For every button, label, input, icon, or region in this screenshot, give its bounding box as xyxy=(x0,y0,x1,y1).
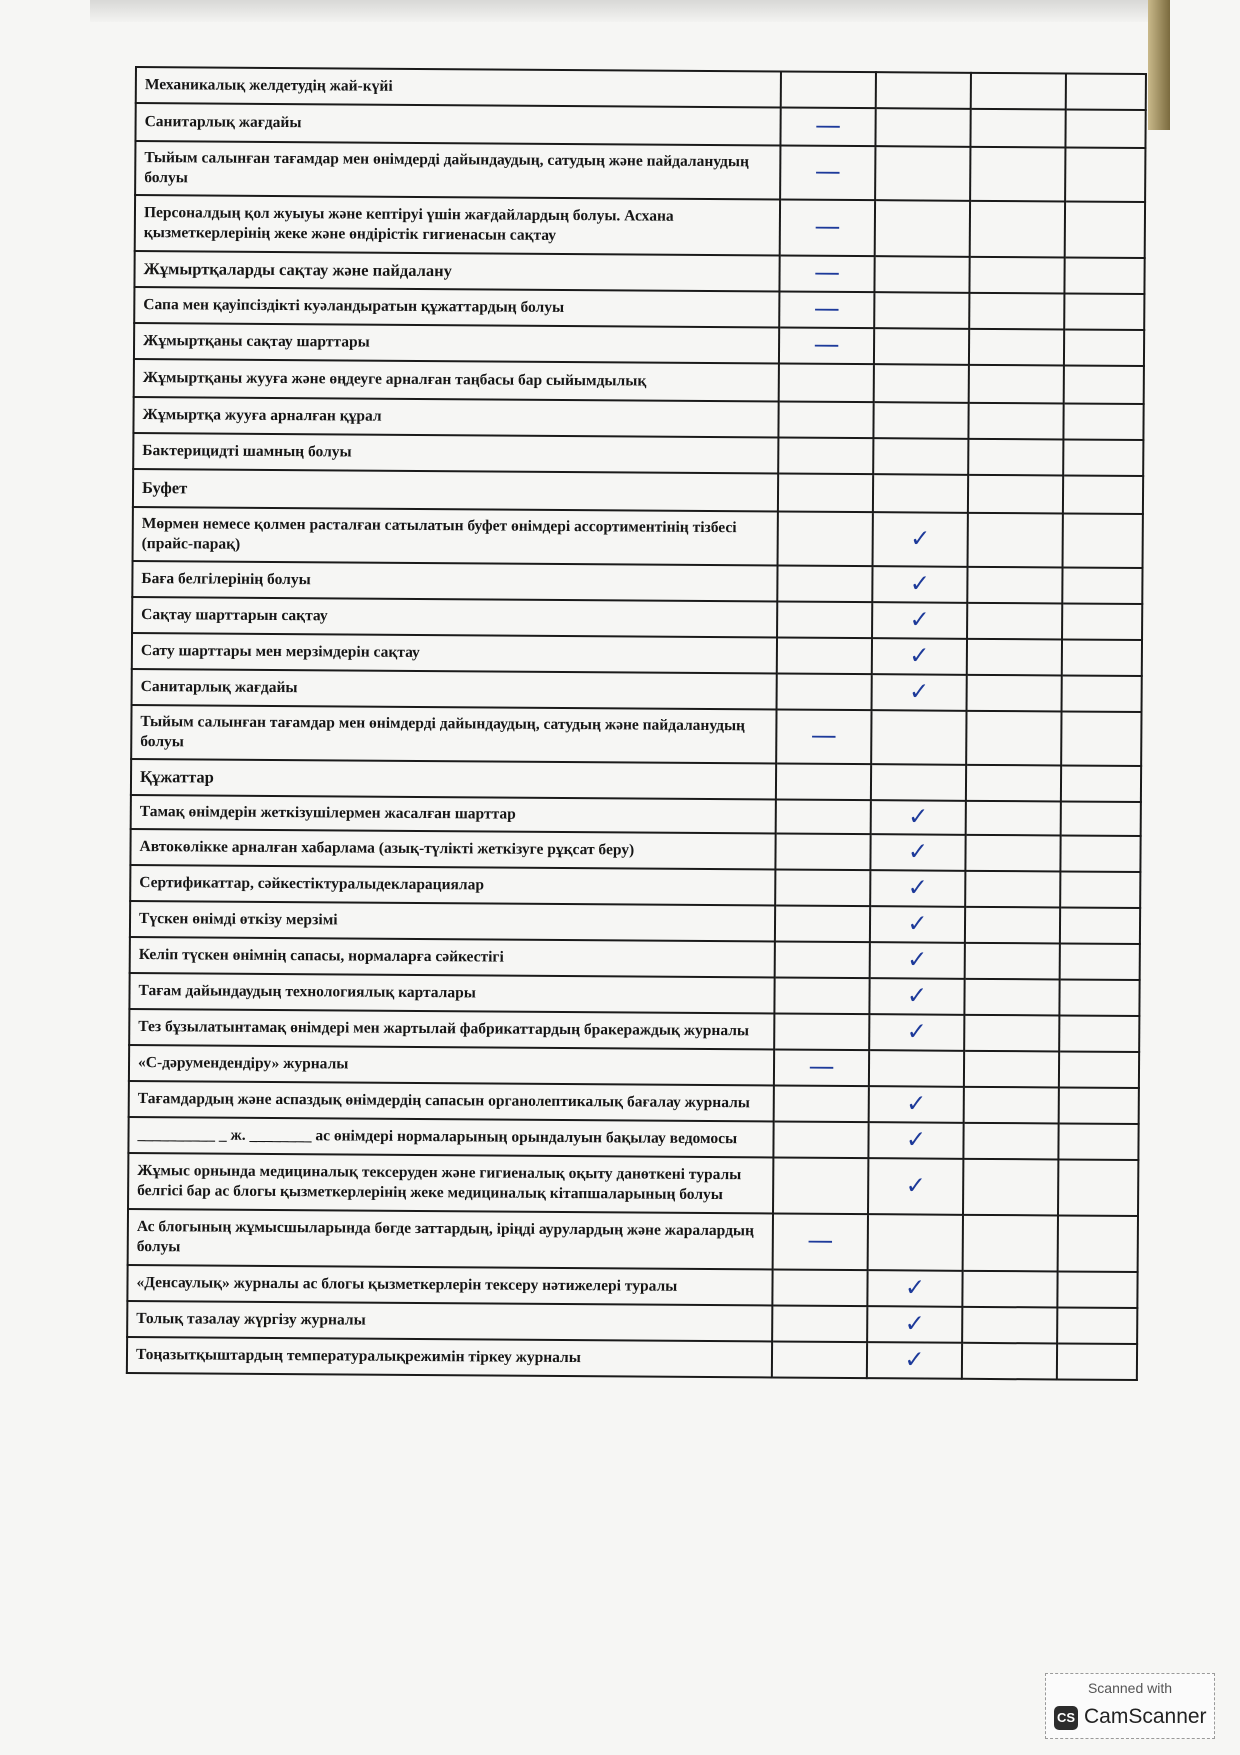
empty-cell xyxy=(1065,109,1145,148)
empty-cell xyxy=(772,1305,867,1342)
empty-cell xyxy=(1063,439,1143,476)
criterion-text: Тамақ өнімдерін жеткізушілермен жасалған шарттар xyxy=(131,795,776,834)
dash-mark-icon: — xyxy=(779,292,874,329)
criterion-text: Сапа мен қауіпсіздікті куәландыратын құжаттардың болуы xyxy=(134,287,779,328)
empty-cell xyxy=(772,1269,867,1306)
empty-cell xyxy=(1058,1159,1138,1216)
empty-cell xyxy=(1060,943,1140,980)
criterion-text: Толық тазалау жүргізу журналы xyxy=(127,1301,772,1342)
empty-cell xyxy=(965,943,1060,980)
section-title: Буфет xyxy=(133,469,778,512)
empty-cell xyxy=(1060,871,1140,908)
checkmark-icon: ✓ xyxy=(869,1086,964,1123)
inspection-checklist-table xyxy=(126,66,1147,1381)
empty-cell xyxy=(1059,1051,1139,1088)
checklist-body xyxy=(127,67,1146,1380)
empty-cell xyxy=(964,979,1059,1016)
empty-cell xyxy=(963,1159,1058,1216)
empty-cell xyxy=(967,639,1062,676)
criterion-text: Мөрмен немесе қолмен расталған сатылатын буфет өнімдері ассортиментінің тізбесі (прайс-парақ) xyxy=(133,507,778,566)
criterion-text: Баға белгілерінің болуы xyxy=(132,561,777,602)
empty-cell xyxy=(1064,365,1144,404)
criterion-text: Тоңазытқыштардың температуралықрежимін тіркеу журналы xyxy=(127,1337,772,1378)
checklist-row xyxy=(127,1337,1137,1380)
checkmark-icon: ✓ xyxy=(870,942,965,979)
empty-cell xyxy=(1064,257,1144,294)
empty-cell xyxy=(962,1343,1057,1380)
empty-cell xyxy=(965,907,1060,944)
checkmark-icon: ✓ xyxy=(869,978,964,1015)
empty-cell xyxy=(778,402,873,439)
empty-cell xyxy=(1066,73,1146,110)
empty-cell xyxy=(868,1214,963,1271)
empty-cell xyxy=(1060,835,1140,872)
empty-cell xyxy=(965,835,1060,872)
empty-cell xyxy=(965,871,1060,908)
dash-mark-icon: — xyxy=(779,328,874,365)
empty-cell xyxy=(970,109,1065,148)
empty-cell xyxy=(773,1157,868,1214)
criterion-text: Санитарлық жағдайы xyxy=(135,103,780,146)
empty-cell xyxy=(1063,513,1143,568)
empty-cell xyxy=(1062,639,1142,676)
empty-cell xyxy=(966,765,1061,802)
empty-cell xyxy=(1062,675,1142,712)
empty-cell xyxy=(873,438,968,475)
empty-cell xyxy=(967,603,1062,640)
empty-cell xyxy=(876,72,971,109)
checkmark-icon: ✓ xyxy=(870,834,965,871)
empty-cell xyxy=(1064,329,1144,366)
empty-cell xyxy=(963,1215,1058,1272)
criterion-text: Түскен өнімді өткізу мерзімі xyxy=(130,901,775,942)
empty-cell xyxy=(776,763,871,800)
empty-cell xyxy=(874,364,969,403)
empty-cell xyxy=(873,474,968,513)
scan-top-shadow xyxy=(90,0,1150,22)
section-title: Жұмыртқаларды сақтау және пайдалану xyxy=(134,251,779,292)
empty-cell xyxy=(777,565,872,602)
empty-cell xyxy=(1063,403,1143,440)
empty-cell xyxy=(970,201,1065,258)
empty-cell xyxy=(1065,147,1145,202)
empty-cell xyxy=(964,1015,1059,1052)
empty-cell xyxy=(962,1271,1057,1308)
empty-cell xyxy=(969,293,1064,330)
empty-cell xyxy=(963,1123,1058,1160)
checkmark-icon: ✓ xyxy=(867,1306,962,1343)
empty-cell xyxy=(777,637,872,674)
empty-cell xyxy=(1059,1015,1139,1052)
empty-cell xyxy=(969,257,1064,294)
empty-cell xyxy=(772,1341,867,1378)
criterion-text: «Денсаулық» журналы ас блогы қызметкерлерін тексеру нәтижелері туралы xyxy=(127,1265,772,1306)
dash-mark-icon: — xyxy=(773,1213,868,1270)
checkmark-icon: ✓ xyxy=(872,674,967,711)
empty-cell xyxy=(967,675,1062,712)
empty-cell xyxy=(1058,1123,1138,1160)
empty-cell xyxy=(871,710,966,765)
empty-cell xyxy=(781,72,876,109)
checkmark-icon: ✓ xyxy=(868,1122,963,1159)
criterion-text: Тағамдардың және аспаздық өнімдердің сапасын органолептикалық бағалау журналы xyxy=(129,1081,774,1122)
empty-cell xyxy=(1057,1271,1137,1308)
dash-mark-icon: — xyxy=(779,256,874,293)
empty-cell xyxy=(969,365,1064,404)
badge-brand-name: CamScanner xyxy=(1084,1705,1207,1728)
empty-cell xyxy=(1060,907,1140,944)
criterion-text: Жұмыртқаны жууға және өңдеуге арналған таңбасы бар сыйымдылық xyxy=(134,359,779,402)
empty-cell xyxy=(1057,1307,1137,1344)
camscanner-badge xyxy=(1045,1673,1215,1739)
dash-mark-icon: — xyxy=(780,108,875,147)
criterion-text: Тыйым салынған тағамдар мен өнімдерді дайындаудың, сатудың және пайдаланудың болуы xyxy=(131,705,776,764)
criterion-text: Жұмыс орнында медициналық тексеруден және гигиеналық оқыту данөткені туралы белгісі бар ас блогы қызметкерлерінің жеке медициналық кітапшаларының болуы xyxy=(128,1153,773,1214)
criterion-text: Сату шарттары мен мерзімдерін сақтау xyxy=(132,633,777,674)
empty-cell xyxy=(778,474,873,513)
empty-cell xyxy=(874,256,969,293)
empty-cell xyxy=(1063,475,1143,514)
criterion-text: Бактерицидті шамның болуы xyxy=(133,433,778,474)
empty-cell xyxy=(966,711,1061,766)
empty-cell xyxy=(773,1121,868,1158)
checkmark-icon: ✓ xyxy=(867,1342,962,1379)
empty-cell xyxy=(968,513,1063,568)
checkmark-icon: ✓ xyxy=(868,1158,963,1215)
empty-cell xyxy=(968,475,1063,514)
checklist-row xyxy=(133,507,1143,568)
checkmark-icon: ✓ xyxy=(873,512,968,567)
criterion-text: Жұмыртқа жууға арналған құрал xyxy=(133,397,778,438)
criterion-text: Жұмыртқаны сақтау шарттары xyxy=(134,323,779,364)
empty-cell xyxy=(1057,1343,1137,1380)
empty-cell xyxy=(1061,765,1141,802)
empty-cell xyxy=(871,764,966,801)
empty-cell xyxy=(968,403,1063,440)
dash-mark-icon: — xyxy=(780,146,875,201)
checklist-row xyxy=(135,141,1145,202)
empty-cell xyxy=(778,438,873,475)
empty-cell xyxy=(874,292,969,329)
empty-cell xyxy=(962,1307,1057,1344)
dash-mark-icon: — xyxy=(780,200,875,257)
empty-cell xyxy=(875,146,970,201)
checkmark-icon: ✓ xyxy=(870,870,965,907)
empty-cell xyxy=(1059,1087,1139,1124)
empty-cell xyxy=(874,328,969,365)
empty-cell xyxy=(777,673,872,710)
empty-cell xyxy=(775,905,870,942)
empty-cell xyxy=(1064,293,1144,330)
empty-cell xyxy=(775,941,870,978)
camscanner-logo-icon: CS xyxy=(1054,1706,1078,1730)
empty-cell xyxy=(969,329,1064,366)
empty-cell xyxy=(777,601,872,638)
checkmark-icon: ✓ xyxy=(871,800,966,835)
empty-cell xyxy=(968,439,1063,476)
checkmark-icon: ✓ xyxy=(867,1270,962,1307)
checkmark-icon: ✓ xyxy=(870,906,965,943)
empty-cell xyxy=(964,1087,1059,1124)
criterion-text: «С-дәрумендендіру» журналы xyxy=(129,1045,774,1086)
empty-cell xyxy=(775,833,870,870)
empty-cell xyxy=(873,402,968,439)
criterion-text: Механикалық желдетудің жай-күйі xyxy=(136,67,781,108)
empty-cell xyxy=(774,977,869,1014)
empty-cell xyxy=(778,511,873,566)
empty-cell xyxy=(869,1050,964,1087)
checklist-row xyxy=(131,705,1141,766)
empty-cell xyxy=(1061,801,1141,836)
empty-cell xyxy=(779,364,874,403)
empty-cell xyxy=(1062,603,1142,640)
criterion-text: Келіп түскен өнімнің сапасы, нормаларға сәйкестігі xyxy=(130,937,775,978)
empty-cell xyxy=(774,1085,869,1122)
checklist-row xyxy=(128,1209,1138,1272)
checkmark-icon: ✓ xyxy=(872,566,967,603)
empty-cell xyxy=(1065,201,1145,258)
checkmark-icon: ✓ xyxy=(872,602,967,639)
checkmark-icon: ✓ xyxy=(872,638,967,675)
criterion-text: Автокөлікке арналған хабарлама (азық-түлікті жеткізуге рұқсат беру) xyxy=(130,829,775,870)
empty-cell xyxy=(967,567,1062,604)
empty-cell xyxy=(775,869,870,906)
empty-cell xyxy=(970,147,1065,202)
dash-mark-icon: — xyxy=(776,709,871,764)
checkmark-icon: ✓ xyxy=(869,1014,964,1051)
empty-cell xyxy=(875,108,970,147)
empty-cell xyxy=(1062,567,1142,604)
empty-cell xyxy=(1059,979,1139,1016)
criterion-text: Тағам дайындаудың технологиялық карталары xyxy=(129,973,774,1014)
empty-cell xyxy=(964,1051,1059,1088)
criterion-text: Персоналдың қол жуыуы және кептіруі үшін жағдайлардың болуы. Асхана қызметкерлерінің жеке және өндірістік гигиенасын сақтау xyxy=(135,195,780,256)
criterion-text: Тез бұзылатынтамақ өнімдері мен жартылай фабрикаттардың бракераждық журналы xyxy=(129,1009,774,1050)
badge-caption: Scanned with xyxy=(1087,1680,1173,1696)
empty-cell xyxy=(971,73,1066,110)
empty-cell xyxy=(966,801,1061,836)
empty-cell xyxy=(1061,711,1141,766)
criterion-text: Тыйым салынған тағамдар мен өнімдерді дайындаудың, сатудың және пайдаланудың болуы xyxy=(135,141,780,200)
dash-mark-icon: — xyxy=(774,1049,869,1086)
scan-right-edge xyxy=(1148,0,1170,130)
criterion-text: Санитарлық жағдайы xyxy=(132,669,777,710)
criterion-text: Сертификаттар, сәйкестіктуралыдекларациялар xyxy=(130,865,775,906)
criterion-text: __________ _ ж. ________ ас өнімдері нормаларының орындалуын бақылау ведомосы xyxy=(128,1117,773,1158)
empty-cell xyxy=(875,200,970,257)
checklist-row xyxy=(135,195,1145,258)
criterion-text: Сақтау шарттарын сақтау xyxy=(132,597,777,638)
checklist-row xyxy=(128,1153,1138,1216)
criterion-text: Ас блогының жұмысшыларында бөгде заттардың, іріңді аурулардың және жаралардың болуы xyxy=(128,1209,773,1270)
empty-cell xyxy=(1058,1215,1138,1272)
empty-cell xyxy=(776,799,871,834)
section-title: Құжаттар xyxy=(131,759,776,800)
empty-cell xyxy=(774,1013,869,1050)
